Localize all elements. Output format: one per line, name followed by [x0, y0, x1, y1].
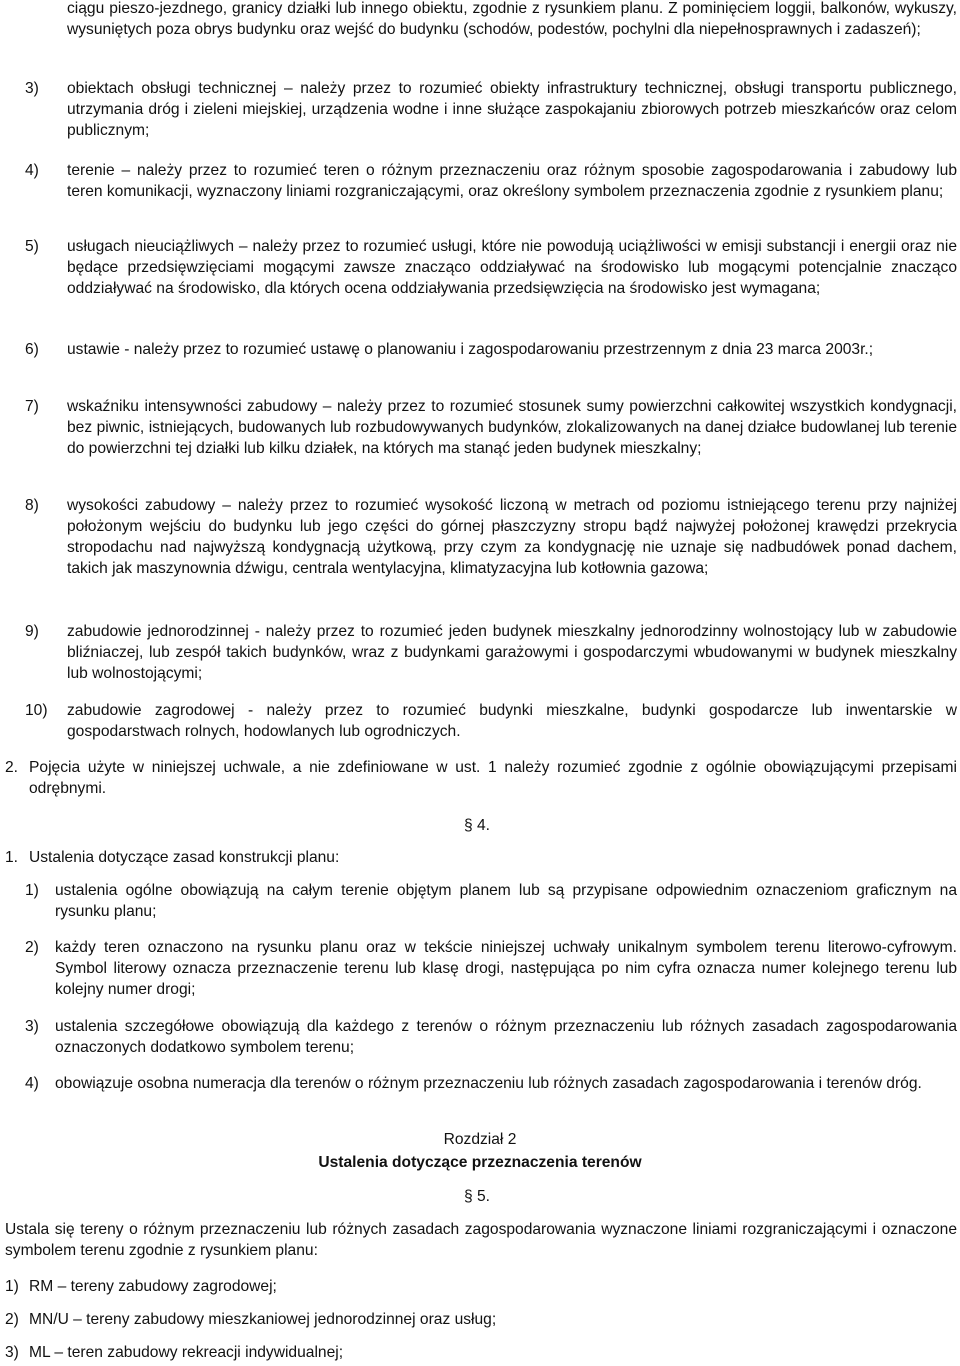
- item-text: usługach nieuciążliwych – należy przez to rozumieć usługi, które nie powodują uciążliwości w emisji substancji i energii oraz nie będące przedsięwzięciami mogącymi zawsze znacząco oddziaływać na środowisko lub mogącymi potencjalnie znacząco oddziaływać na środowisko, dla których ocena oddziaływania przedsięwzięcia na środowisko jest wymagana;: [67, 238, 957, 297]
- area-item: [5, 1276, 957, 1297]
- item-text: każdy teren oznaczono na rysunku planu oraz w tekście niniejszej uchwały unikalnym symbolem terenu literowo-cyfrowym. Symbol literowy oznacza przeznaczenie terenu lub klasę drogi, następująca po nim cyfra oznacza numer kolejnego terenu lub kolejny numer drogi;: [55, 939, 957, 998]
- chapter-title: Ustalenia dotyczące przeznaczenia terenów: [318, 1154, 642, 1171]
- point-1: [5, 847, 605, 868]
- definition-item: [25, 396, 957, 459]
- point-text: Ustalenia dotyczące zasad konstrukcji planu:: [29, 849, 340, 866]
- item-number: 3): [5, 1344, 19, 1361]
- item-text: MN/U – tereny zabudowy mieszkaniowej jednorodzinnej oraz usług;: [29, 1311, 497, 1328]
- item-number: 1): [5, 1278, 19, 1295]
- item-number: 1): [25, 882, 39, 899]
- item-text: zabudowie zagrodowej - należy przez to rozumieć budynki mieszkalne, budynki gospodarcze lub inwentarskie w gospodarstwach rolnych, hodowlanych lub ogrodniczych.: [67, 702, 957, 740]
- definition-item: [25, 700, 957, 742]
- item-text: zabudowie jednorodzinnej - należy przez to rozumieć jeden budynek mieszkalny jednorodzinny wolnostojący lub w zabudowie bliźniaczej, lub zespół takich budynków, wraz z budynkami garażowymi i gospodarczymi wbudowanymi w budynek mieszkalny lub wolnostojącymi;: [67, 623, 957, 682]
- area-item: [5, 1309, 957, 1330]
- item-number: 4): [25, 1075, 39, 1092]
- item-text: ustalenia ogólne obowiązują na całym terenie objętym planem lub są przypisane odpowiednim oznaczeniom graficznym na rysunku planu;: [55, 882, 957, 920]
- definition-item: [25, 160, 957, 202]
- item-number: 9): [25, 623, 39, 640]
- area-item: [5, 1342, 957, 1363]
- rule-item: [25, 937, 957, 1000]
- item-number: 7): [25, 398, 39, 415]
- item-number: 6): [25, 341, 39, 358]
- paragraph-continuation: ciągu pieszo-jezdnego, granicy działki lub innego obiektu, zgodnie z rysunkiem planu. Z pominięciem loggii, balkonów, wykuszy, wysuniętych poza obrys budynku oraz wejść do budynku (schodów, podestów, pochylni dla niepełnosprawnych i zadaszeń);: [67, 0, 957, 38]
- item-text: obowiązuje osobna numeracja dla terenów o różnym przeznaczeniu lub różnych zasadach zagospodarowania i terenów dróg.: [55, 1075, 922, 1092]
- rule-item: [25, 1016, 957, 1058]
- definition-item: [25, 236, 957, 299]
- item-text: obiektach obsługi technicznej – należy przez to rozumieć obiekty infrastruktury technicznej, obsługi transportu publicznego, utrzymania dróg i zieleni miejskiej, urządzenia wodne i inne służące zaspokajaniu zbiorowych potrzeb mieszkańców oraz celom publicznym;: [67, 80, 957, 139]
- item-text: RM – tereny zabudowy zagrodowej;: [29, 1278, 277, 1295]
- chapter-label: Rozdział 2: [443, 1131, 517, 1148]
- item-number: 8): [25, 497, 39, 514]
- item-text: ustalenia szczegółowe obowiązują dla każdego z terenów o różnym przeznaczeniu lub różnych zasadach zagospodarowania oznaczonych dodatkowo symbolem terenu;: [55, 1018, 957, 1056]
- item-number: 2): [25, 939, 39, 956]
- definition-item: [25, 78, 957, 141]
- definition-item: [25, 495, 957, 579]
- rule-item: [25, 1073, 957, 1094]
- intro-paragraph: Ustala się tereny o różnym przeznaczeniu lub różnych zasadach zagospodarowania wyznaczone liniami rozgraniczającymi i oznaczone symbolem terenu zgodnie z rysunkiem planu:: [5, 1221, 957, 1259]
- point-text: Pojęcia użyte w niniejszej uchwale, a nie zdefiniowane w ust. 1 należy rozumieć zgodnie z ogólnie obowiązującymi przepisami odrębnymi.: [29, 759, 957, 797]
- item-number: 4): [25, 162, 39, 179]
- item-text: wskaźniku intensywności zabudowy – należy przez to rozumieć stosunek sumy powierzchni całkowitej wszystkich kondygnacji, bez piwnic, istniejących, budowanych lub rozbudowywanych budynków, zlokalizowanych na danej działce budowlanej lub terenie do powierzchni tej działki lub kilku działek, na których ma stanąć jeden budynek mieszkalny;: [67, 398, 957, 457]
- point-number: 2.: [5, 759, 19, 776]
- point-number: 1.: [5, 849, 19, 866]
- point-2: [5, 757, 957, 799]
- item-text: ustawie - należy przez to rozumieć ustawę o planowaniu i zagospodarowaniu przestrzennym z dnia 23 marca 2003r.;: [67, 341, 874, 358]
- definition-item: [25, 339, 957, 360]
- item-text: wysokości zabudowy – należy przez to rozumieć wysokość liczoną w metrach od poziomu istniejącego terenu przy najniżej położonym wejściu do budynku lub jego części do górnej płaszczyzny stropu bądź najwyżej położonej krawędzi przekrycia stropodachu nad najwyższą kondygnacją użytkową, przy czym za kondygnację nie uznaje się nadbudówek ponad dachem, takich jak maszynownia dźwigu, centrala wentylacyjna, klimatyzacyjna lub kotłownia gazowa;: [67, 497, 957, 577]
- rule-item: [25, 880, 957, 922]
- item-number: 3): [25, 1018, 39, 1035]
- item-number: 2): [5, 1311, 19, 1328]
- item-text: terenie – należy przez to rozumieć teren o różnym przeznaczeniu oraz różnym sposobie zagospodarowania i zabudowy lub teren komunikacji, wyznaczony liniami rozgraniczającymi, oraz określony symbolem przeznaczenia zgodnie z rysunkiem planu;: [67, 162, 957, 200]
- item-number: 10): [25, 702, 48, 719]
- item-number: 5): [25, 238, 39, 255]
- definition-item: [25, 621, 957, 684]
- item-number: 3): [25, 80, 39, 97]
- section-heading-4: § 4.: [464, 817, 491, 834]
- item-text: ML – teren zabudowy rekreacji indywidualnej;: [29, 1344, 344, 1361]
- section-heading-5: § 5.: [464, 1188, 491, 1205]
